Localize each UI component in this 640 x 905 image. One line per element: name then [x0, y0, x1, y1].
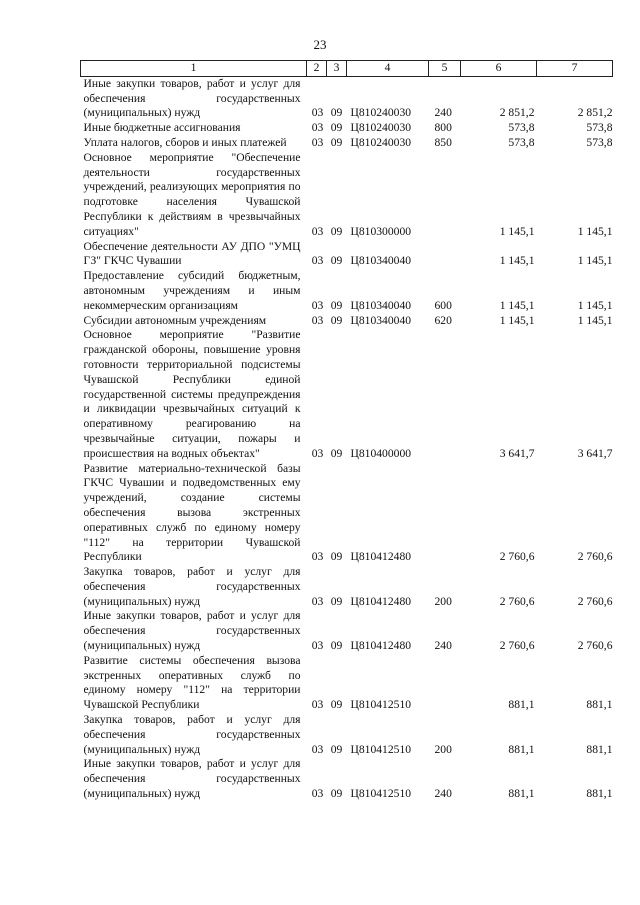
row-name-text: Иные бюджетные ассигнования: [83, 121, 241, 135]
cell-name: [81, 565, 307, 609]
cell-target-article: Ц810412510: [350, 742, 412, 756]
table-row: [81, 269, 613, 313]
cell-target-article: Ц810240030: [350, 135, 412, 149]
cell-amount-year-1: 881,1: [508, 698, 535, 712]
cell-amount-year-1: 2 851,2: [499, 106, 535, 120]
table-row: [81, 654, 613, 713]
cell-expense-type: 850: [434, 135, 452, 149]
row-name-text: Развитие системы обеспечения вызова экстренных оперативных служб по единому номеру "112" на территории Чувашской Республики: [83, 653, 301, 712]
cell-expense-type: 240: [434, 787, 452, 801]
cell-subsection: 09: [330, 639, 343, 653]
row-name-text: Основное мероприятие "Обеспечение деятельности государственных учреждений, реализующих мероприятия по подготовке населения Чувашской Республики к действиям в чрезвычайных ситуациях": [83, 150, 301, 238]
row-name-text: Основное мероприятие "Развитие гражданской обороны, повышение уровня готовности территориальной подсистемы Чувашской Республики единой государственной системы предупреждения и ликвидации чрезвычайных ситуаций к оперативному реагированию на чрезвычайные ситуации, пожары и происшествия на водных объектах": [83, 328, 301, 460]
cell-amount-year-1: 3 641,7: [499, 446, 535, 460]
cell-name: [81, 314, 307, 329]
cell-amount-year-1: 1 145,1: [499, 298, 535, 312]
cell-target-article: Ц810400000: [350, 446, 412, 460]
budget-table: [80, 60, 613, 802]
row-name-text: Закупка товаров, работ и услуг для обеспечения государственных (муниципальных) нужд: [83, 565, 301, 608]
cell-section: 03: [311, 298, 324, 312]
cell-target-article: Ц810412480: [350, 594, 412, 608]
cell-expense-type: [429, 151, 461, 240]
cell-section: 03: [311, 787, 324, 801]
table-row: [81, 76, 613, 121]
header-col-4: 4: [347, 61, 429, 77]
cell-section: 03: [311, 446, 324, 460]
cell-amount-year-2: 881,1: [586, 787, 613, 801]
row-name-text: Субсидии автономным учреждениям: [83, 313, 267, 327]
cell-amount-year-2: 1 145,1: [577, 254, 613, 268]
cell-amount-year-2: 2 760,6: [577, 550, 613, 564]
table-header: [81, 61, 613, 77]
cell-subsection: 09: [330, 550, 343, 564]
cell-section: 03: [311, 742, 324, 756]
cell-name: [81, 121, 307, 136]
header-col-2: 2: [307, 61, 327, 77]
row-name-text: Обеспечение деятельности АУ ДПО "УМЦ ГЗ" ГКЧС Чувашии: [83, 239, 301, 268]
cell-section: 03: [311, 313, 324, 327]
row-name-text: Иные закупки товаров, работ и услуг для обеспечения государственных (муниципальных) нужд: [83, 757, 301, 801]
cell-name: [81, 654, 307, 713]
cell-amount-year-1: 881,1: [508, 787, 535, 801]
row-name-text: Предоставление субсидий бюджетным, автономным учреждениям и иным некоммерческим организациям: [83, 269, 301, 312]
cell-amount-year-2: 1 145,1: [577, 313, 613, 327]
cell-amount-year-1: 2 760,6: [499, 550, 535, 564]
cell-amount-year-1: 1 145,1: [499, 254, 535, 268]
cell-amount-year-1: 1 145,1: [499, 313, 535, 327]
cell-expense-type: 800: [434, 121, 452, 135]
cell-name: [81, 462, 307, 566]
cell-section: 03: [311, 594, 324, 608]
row-name-text: Иные закупки товаров, работ и услуг для обеспечения государственных (муниципальных) нужд: [83, 609, 301, 653]
cell-amount-year-2: 881,1: [586, 742, 613, 756]
cell-section: 03: [311, 224, 324, 238]
table-row: [81, 565, 613, 609]
cell-target-article: Ц810340040: [350, 298, 412, 312]
cell-expense-type: [429, 328, 461, 461]
cell-target-article: Ц810240030: [350, 106, 412, 120]
header-col-7: 7: [537, 61, 613, 77]
cell-amount-year-2: 2 760,6: [577, 594, 613, 608]
cell-target-article: Ц810340040: [350, 313, 412, 327]
cell-name: [81, 151, 307, 240]
cell-amount-year-2: 1 145,1: [577, 298, 613, 312]
header-col-1: 1: [81, 61, 307, 77]
row-name-text: Развитие материально-технической базы ГКЧС Чувашии и подведомственных ему учреждений, создание системы обеспечения вызова экстренных оперативных служб по единому номеру "112" на территории Чувашской Республики: [83, 461, 301, 564]
row-name-text: Иные закупки товаров, работ и услуг для обеспечения государственных (муниципальных) нужд: [83, 76, 301, 120]
cell-amount-year-2: 2 760,6: [577, 639, 613, 653]
cell-amount-year-2: 573,8: [586, 121, 613, 135]
cell-name: [81, 713, 307, 757]
cell-section: 03: [311, 639, 324, 653]
cell-amount-year-2: 1 145,1: [577, 224, 613, 238]
table-row: [81, 314, 613, 329]
header-col-5: 5: [429, 61, 461, 77]
cell-name: [81, 609, 307, 653]
cell-subsection: 09: [330, 742, 343, 756]
cell-expense-type: 620: [434, 313, 452, 327]
cell-amount-year-2: 3 641,7: [577, 446, 613, 460]
header-col-6: 6: [461, 61, 537, 77]
table-row: [81, 757, 613, 801]
cell-name: [81, 76, 307, 121]
cell-section: 03: [311, 121, 324, 135]
cell-subsection: 09: [330, 121, 343, 135]
cell-expense-type: 200: [434, 594, 452, 608]
cell-subsection: 09: [330, 224, 343, 238]
cell-expense-type: [429, 654, 461, 713]
header-col-3: 3: [327, 61, 347, 77]
cell-amount-year-1: 2 760,6: [499, 594, 535, 608]
cell-expense-type: 600: [434, 298, 452, 312]
cell-expense-type: 200: [434, 742, 452, 756]
cell-name: [81, 328, 307, 461]
cell-amount-year-2: 2 851,2: [577, 106, 613, 120]
table-row: [81, 609, 613, 653]
table-row: [81, 240, 613, 270]
table-row: [81, 328, 613, 461]
cell-amount-year-1: 1 145,1: [499, 224, 535, 238]
page-number: 23: [313, 37, 327, 52]
cell-section: 03: [311, 698, 324, 712]
cell-amount-year-1: 573,8: [508, 121, 535, 135]
cell-name: [81, 269, 307, 313]
cell-subsection: 09: [330, 254, 343, 268]
cell-subsection: 09: [330, 594, 343, 608]
cell-subsection: 09: [330, 446, 343, 460]
cell-expense-type: 240: [434, 106, 452, 120]
table-row: [81, 462, 613, 566]
cell-target-article: Ц810412480: [350, 550, 412, 564]
cell-subsection: 09: [330, 698, 343, 712]
table-row: [81, 121, 613, 136]
table-row: [81, 713, 613, 757]
cell-amount-year-1: 881,1: [508, 742, 535, 756]
cell-subsection: 09: [330, 313, 343, 327]
cell-target-article: Ц810412510: [350, 787, 412, 801]
cell-section: 03: [311, 550, 324, 564]
cell-subsection: 09: [330, 135, 343, 149]
cell-section: 03: [311, 135, 324, 149]
cell-name: [81, 136, 307, 151]
cell-target-article: Ц810300000: [350, 224, 412, 238]
cell-section: 03: [311, 106, 324, 120]
cell-section: 03: [311, 254, 324, 268]
cell-expense-type: [429, 462, 461, 566]
cell-amount-year-1: 2 760,6: [499, 639, 535, 653]
table-row: [81, 136, 613, 151]
cell-subsection: 09: [330, 106, 343, 120]
cell-target-article: Ц810412480: [350, 639, 412, 653]
row-name-text: Уплата налогов, сборов и иных платежей: [83, 135, 287, 149]
cell-subsection: 09: [330, 787, 343, 801]
cell-amount-year-1: 573,8: [508, 135, 535, 149]
cell-amount-year-2: 881,1: [586, 698, 613, 712]
cell-expense-type: 240: [434, 639, 452, 653]
cell-subsection: 09: [330, 298, 343, 312]
cell-name: [81, 240, 307, 270]
row-name-text: Закупка товаров, работ и услуг для обеспечения государственных (муниципальных) нужд: [83, 713, 301, 756]
cell-amount-year-2: 573,8: [586, 135, 613, 149]
cell-target-article: Ц810412510: [350, 698, 412, 712]
cell-expense-type: [429, 240, 461, 270]
cell-target-article: Ц810340040: [350, 254, 412, 268]
table-row: [81, 151, 613, 240]
cell-target-article: Ц810240030: [350, 121, 412, 135]
table-body: [81, 76, 613, 802]
cell-name: [81, 757, 307, 801]
